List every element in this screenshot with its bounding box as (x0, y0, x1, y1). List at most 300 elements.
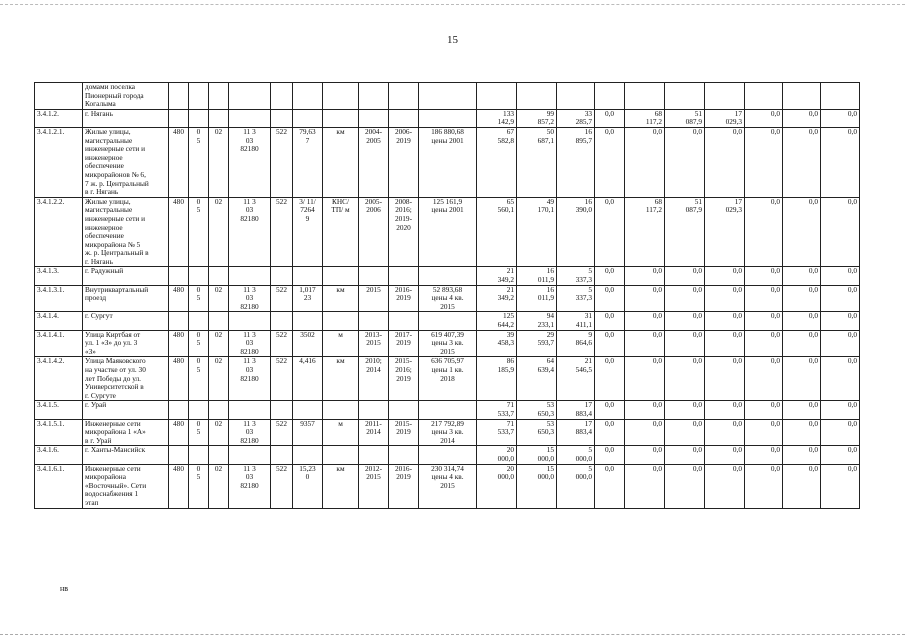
code-cell-line: 0 (196, 285, 201, 294)
name-cell-line: Когалыма (85, 99, 116, 109)
period-end-cell-line: 2016; (395, 205, 412, 215)
amount-cell (665, 109, 705, 127)
amount-cell (595, 197, 625, 267)
empty-cell (293, 446, 323, 464)
amount-cell (783, 285, 821, 312)
code-cell (169, 197, 189, 267)
amount-cell-line: 0,0 (847, 266, 857, 276)
name-cell-line: «З» (85, 346, 96, 356)
code-cell (169, 127, 189, 197)
funding-cell-line: 000,0 (575, 453, 592, 463)
period-start-cell (359, 285, 389, 312)
number-cell (35, 330, 83, 357)
amount-cell (665, 312, 705, 330)
amount-cell-line: 51 (694, 109, 702, 118)
empty-cell (389, 267, 419, 285)
amount-cell (745, 464, 783, 508)
amount-cell (783, 312, 821, 330)
name-cell-line: «Восточный». Сети (85, 480, 147, 490)
name-cell-line: г. Урай (85, 400, 107, 410)
funding-cell-line: 650,3 (537, 408, 554, 418)
period-start-cell-line: 2006 (366, 205, 381, 215)
number-cell-line: 3.4.1.5. (37, 400, 59, 410)
empty-cell (557, 83, 595, 110)
amount-cell-line: 0,0 (847, 419, 857, 428)
total-cost-cell (477, 267, 517, 285)
code-cell (209, 464, 229, 508)
unit-cell-line: км (336, 464, 345, 473)
code-cell (209, 419, 229, 446)
total-cost-cell-line: 185,9 (497, 365, 514, 374)
total-cost-cell-line: 21 (506, 266, 514, 276)
number-cell (35, 267, 83, 285)
empty-cell (419, 446, 477, 464)
empty-cell (271, 83, 293, 110)
amount-cell-line: 0,0 (732, 419, 742, 428)
code-cell (169, 285, 189, 312)
total-cost-cell (477, 312, 517, 330)
empty-cell (323, 267, 359, 285)
estimate-cell-line: 2018 (440, 373, 455, 383)
total-cost-cell-line: 582,8 (497, 135, 514, 145)
amount-cell-line: 0,0 (808, 419, 818, 428)
amount-cell (595, 357, 625, 401)
funding-cell-line: 5 (588, 445, 592, 455)
amount-cell (783, 267, 821, 285)
amount-cell (783, 446, 821, 464)
number-cell (35, 419, 83, 446)
period-end-cell-line: 2019 (396, 472, 411, 482)
name-cell-line: микрорайона № 5 (85, 239, 141, 249)
empty-cell (359, 109, 389, 127)
code-cell (189, 197, 209, 267)
code-cell-line: 11 3 (243, 285, 256, 294)
amount-cell-line: 0,0 (770, 356, 780, 366)
unit-cell-line: км (336, 356, 345, 366)
amount-cell (783, 197, 821, 267)
empty-cell (665, 83, 705, 110)
capacity-cell (293, 285, 323, 312)
name-cell-line: Университетской в (85, 382, 144, 392)
amount-cell (821, 446, 860, 464)
number-cell-line: 3.4.1.2.1. (37, 127, 65, 136)
table-body (35, 83, 860, 509)
name-cell-line: 7 ж. р. Центральный (85, 178, 149, 188)
code-cell-line: 82180 (240, 346, 259, 356)
amount-cell (745, 127, 783, 197)
table-group-row (35, 109, 860, 127)
funding-cell-line: 285,7 (575, 117, 592, 127)
amount-cell (705, 357, 745, 401)
amount-cell-line: 0,0 (604, 356, 615, 366)
name-cell-line: магистральные (85, 135, 133, 145)
amount-cell-line: 0,0 (808, 311, 818, 321)
total-cost-cell-line: 349,2 (497, 275, 514, 285)
amount-cell-line: 0,0 (770, 311, 780, 321)
period-end-cell-line: 2020 (396, 222, 411, 232)
funding-cell-line: 15 (546, 464, 554, 473)
amount-cell-line: 0,0 (770, 419, 780, 428)
funding-cell-line: 011,9 (537, 293, 554, 303)
name-cell-line: инженерное (85, 222, 123, 232)
period-start-cell-line: 2010; (365, 356, 382, 366)
amount-cell-line: 0,0 (692, 285, 702, 294)
funding-cell-line: 17 (584, 419, 592, 428)
code-cell-line: 0 (196, 127, 201, 136)
funding-cell (557, 285, 595, 312)
capacity-cell-line: 3/ 11/ (299, 197, 316, 206)
empty-cell (419, 312, 477, 330)
amount-cell (745, 401, 783, 419)
code-cell-line: 82180 (240, 480, 259, 490)
amount-cell (705, 464, 745, 508)
empty-cell (821, 83, 860, 110)
code-cell-line: 03 (245, 472, 254, 482)
amount-cell-line: 0,0 (604, 400, 615, 410)
period-start-cell-line: 2015 (366, 285, 381, 294)
estimate-cell-line: цены 3 кв. (431, 427, 464, 437)
total-cost-cell-line: 458,3 (497, 338, 514, 348)
name-cell-line: лет Победы до ул. (85, 373, 141, 383)
code-cell (209, 127, 229, 197)
name-cell (83, 109, 169, 127)
empty-cell (323, 83, 359, 110)
amount-cell (665, 419, 705, 446)
empty-cell (419, 109, 477, 127)
empty-cell (209, 401, 229, 419)
empty-cell (323, 312, 359, 330)
amount-cell (625, 357, 665, 401)
period-end-cell-line: 2019 (396, 135, 411, 145)
name-cell-line: г. Нягань (85, 109, 113, 118)
amount-cell-line: 0,0 (808, 127, 818, 136)
estimate-cell-line: цены 1 кв. (431, 365, 464, 374)
funding-cell (517, 267, 557, 285)
code-cell-line: 11 3 (243, 197, 256, 206)
code-cell-line: 03 (245, 427, 254, 437)
funding-cell (557, 197, 595, 267)
code-cell (229, 285, 271, 312)
code-cell-line: 480 (173, 285, 184, 294)
table-row (35, 419, 860, 446)
amount-cell-line: 0,0 (692, 419, 702, 428)
funding-cell-line: 011,9 (537, 275, 554, 285)
amount-cell (745, 267, 783, 285)
empty-cell (169, 267, 189, 285)
period-end-cell (389, 197, 419, 267)
empty-cell (705, 83, 745, 110)
code-cell-line: 82180 (240, 435, 259, 445)
name-cell-line: инженерные сети и (85, 213, 146, 223)
funding-cell-line: 000,0 (575, 472, 592, 482)
amount-cell (821, 127, 860, 197)
funding-cell-line: 593,7 (537, 338, 554, 348)
unit-cell-line: КНС/ (331, 197, 350, 206)
total-cost-cell-line: 39 (506, 330, 514, 339)
code-cell-line: 02 (214, 127, 223, 136)
code-cell-line: 5 (196, 293, 201, 303)
amount-cell-line: 51 (694, 197, 702, 206)
empty-cell (229, 401, 271, 419)
amount-cell-line: 0,0 (770, 127, 780, 136)
period-end-cell (389, 127, 419, 197)
amount-cell (595, 419, 625, 446)
code-cell (271, 285, 293, 312)
amount-cell-line: 0,0 (808, 330, 818, 339)
amount-cell (745, 197, 783, 267)
capacity-cell-line: 79,63 (299, 127, 316, 136)
funding-cell (517, 357, 557, 401)
total-cost-cell (477, 197, 517, 267)
number-cell (35, 357, 83, 401)
code-cell (169, 357, 189, 401)
amount-cell-line: 68 (654, 109, 662, 118)
amount-cell-line: 0,0 (808, 266, 818, 276)
amount-cell (821, 267, 860, 285)
code-cell-line: 480 (173, 464, 184, 473)
code-cell-line: 82180 (240, 373, 259, 383)
funding-cell-line: 337,3 (575, 293, 592, 303)
code-cell-line: 02 (214, 419, 223, 428)
total-cost-cell-line: 71 (506, 400, 514, 410)
funding-cell-line: 94 (546, 311, 554, 321)
estimate-cell (419, 419, 477, 446)
empty-cell (271, 267, 293, 285)
amount-cell-line: 0,0 (652, 127, 662, 136)
amount-cell (705, 401, 745, 419)
empty-cell (359, 83, 389, 110)
amount-cell (821, 330, 860, 357)
period-end-cell-line: 2019 (396, 338, 411, 348)
amount-cell (665, 401, 705, 419)
table-row (35, 127, 860, 197)
code-cell-line: 11 3 (243, 419, 256, 428)
code-cell-line: 82180 (240, 144, 259, 154)
amount-cell (745, 330, 783, 357)
amount-cell-line: 0,0 (604, 445, 615, 455)
total-cost-cell (477, 330, 517, 357)
period-end-cell (389, 285, 419, 312)
amount-cell (705, 109, 745, 127)
empty-cell (209, 109, 229, 127)
funding-cell (557, 419, 595, 446)
empty-cell (293, 312, 323, 330)
code-cell (271, 357, 293, 401)
code-cell-line: 0 (196, 197, 201, 206)
amount-cell-line: 0,0 (692, 445, 702, 455)
table-row (35, 330, 860, 357)
name-cell-line: микрорайона (85, 472, 126, 482)
amount-cell-line: 0,0 (847, 400, 857, 410)
total-cost-cell (477, 357, 517, 401)
number-cell-line: 3.4.1.3.1. (37, 285, 65, 294)
estimate-cell (419, 464, 477, 508)
funding-cell-line: 390,0 (575, 205, 592, 215)
funding-cell (517, 446, 557, 464)
funding-cell-line: 5 (588, 285, 592, 294)
funding-cell (557, 464, 595, 508)
amount-cell (665, 464, 705, 508)
amount-cell (665, 197, 705, 267)
period-start-cell-line: 2015 (366, 338, 381, 348)
amount-cell (665, 446, 705, 464)
name-cell-line: г. Сургуте (85, 390, 116, 400)
empty-cell (359, 312, 389, 330)
name-cell-line: Жилые улицы, (85, 197, 131, 206)
amount-cell-line: 0,0 (770, 330, 780, 339)
funding-cell-line: 546,5 (575, 365, 592, 374)
total-cost-cell-line: 000,0 (497, 453, 514, 463)
funding-cell-line: 883,4 (575, 408, 592, 418)
table-row (35, 197, 860, 267)
estimate-cell-line: 217 792,89 (431, 419, 464, 428)
name-cell-line: обеспечение (85, 161, 124, 171)
amount-cell-line: 0,0 (732, 356, 742, 366)
empty-cell (293, 109, 323, 127)
name-cell (83, 446, 169, 464)
amount-cell-line: 0,0 (847, 330, 857, 339)
number-cell-line: 3.4.1.3. (37, 266, 59, 276)
amount-cell (783, 401, 821, 419)
estimate-cell-line: 2015 (440, 480, 455, 490)
table-row (35, 357, 860, 401)
name-cell-line: Улица Киртбая от (85, 330, 141, 339)
estimate-cell-line: цены 2001 (431, 205, 464, 215)
code-cell-line: 02 (214, 356, 223, 366)
funding-cell (517, 401, 557, 419)
period-end-cell (389, 464, 419, 508)
code-cell-line: 11 3 (243, 464, 256, 473)
unit-cell (323, 127, 359, 197)
estimate-cell (419, 197, 477, 267)
amount-cell (625, 127, 665, 197)
total-cost-cell-line: 20 (506, 464, 514, 473)
number-cell (35, 127, 83, 197)
code-cell (169, 419, 189, 446)
total-cost-cell-line: 644,2 (497, 320, 514, 330)
amount-cell (665, 357, 705, 401)
empty-cell (169, 312, 189, 330)
empty-cell (389, 401, 419, 419)
code-cell (229, 464, 271, 508)
empty-cell (389, 446, 419, 464)
table-group-row (35, 401, 860, 419)
amount-cell-line: 0,0 (847, 311, 857, 321)
number-cell (35, 197, 83, 267)
empty-cell (169, 446, 189, 464)
funding-cell (557, 109, 595, 127)
code-cell-line: 5 (196, 135, 201, 145)
number-cell (35, 109, 83, 127)
amount-cell (783, 330, 821, 357)
empty-cell (293, 267, 323, 285)
code-cell (271, 197, 293, 267)
funding-cell (517, 285, 557, 312)
empty-cell (293, 401, 323, 419)
estimate-cell-line: 230 314,74 (431, 464, 464, 473)
empty-cell (189, 446, 209, 464)
amount-cell (783, 127, 821, 197)
code-cell-line: 5 (196, 205, 201, 215)
total-cost-cell-line: 86 (506, 356, 514, 366)
amount-cell (745, 109, 783, 127)
number-cell-line: 3.4.1.6.1. (37, 464, 65, 473)
amount-cell (625, 330, 665, 357)
funding-cell-line: 53 (546, 400, 554, 410)
number-cell-line: 3.4.1.5.1. (37, 419, 65, 428)
amount-cell (595, 446, 625, 464)
amount-cell-line: 68 (654, 197, 662, 206)
empty-cell (595, 83, 625, 110)
code-cell-line: 03 (245, 293, 254, 303)
code-cell-line: 480 (173, 197, 184, 206)
funding-cell-line: 29 (546, 330, 554, 339)
amount-cell (625, 401, 665, 419)
capacity-cell-line: 1,017 (299, 285, 316, 294)
table-row (35, 83, 860, 110)
empty-cell (209, 312, 229, 330)
capacity-cell (293, 419, 323, 446)
amount-cell-line: 0,0 (847, 109, 857, 118)
total-cost-cell (477, 464, 517, 508)
empty-cell (271, 109, 293, 127)
amount-cell (705, 285, 745, 312)
code-cell-line: 11 3 (243, 330, 256, 339)
bottom-scan-edge (0, 634, 905, 635)
footer-mark: нв (60, 584, 69, 593)
period-end-cell-line: 2006- (394, 127, 413, 136)
amount-cell (821, 464, 860, 508)
funding-cell-line: 650,3 (537, 427, 554, 437)
capacity-cell-line: 9357 (300, 419, 315, 428)
name-cell (83, 83, 169, 110)
period-end-cell (389, 330, 419, 357)
code-cell-line: 11 3 (243, 356, 256, 366)
code-cell-line: 02 (214, 197, 223, 206)
code-cell (271, 330, 293, 357)
empty-cell (323, 109, 359, 127)
amount-cell-line: 0,0 (732, 330, 742, 339)
code-cell (229, 330, 271, 357)
amount-cell (625, 464, 665, 508)
amount-cell-line: 0,0 (652, 285, 662, 294)
amount-cell-line: 029,3 (725, 117, 742, 127)
table-group-row (35, 267, 860, 285)
period-end-cell-line: 2016- (394, 464, 413, 473)
name-cell-line: Внутриквартальный (85, 285, 149, 294)
amount-cell-line: 0,0 (808, 356, 818, 366)
code-cell-line: 522 (276, 330, 287, 339)
estimate-cell-line: 186 880,68 (431, 127, 464, 136)
capacity-cell-line: 0 (305, 472, 310, 482)
amount-cell-line: 0,0 (770, 464, 780, 473)
code-cell (209, 197, 229, 267)
funding-cell-line: 9 (588, 330, 592, 339)
amount-cell-line: 0,0 (604, 197, 615, 206)
amount-cell-line: 0,0 (732, 400, 742, 410)
unit-cell-line: м (338, 330, 343, 339)
empty-cell (517, 83, 557, 110)
funding-cell-line: 16 (546, 266, 554, 276)
amount-cell (705, 197, 745, 267)
funding-cell (517, 127, 557, 197)
number-cell-line: 3.4.1.4. (37, 311, 59, 321)
code-cell-line: 522 (276, 197, 287, 206)
amount-cell (745, 312, 783, 330)
funding-cell-line: 15 (546, 445, 554, 455)
capacity-cell (293, 197, 323, 267)
capacity-cell-line: 15,23 (299, 464, 316, 473)
